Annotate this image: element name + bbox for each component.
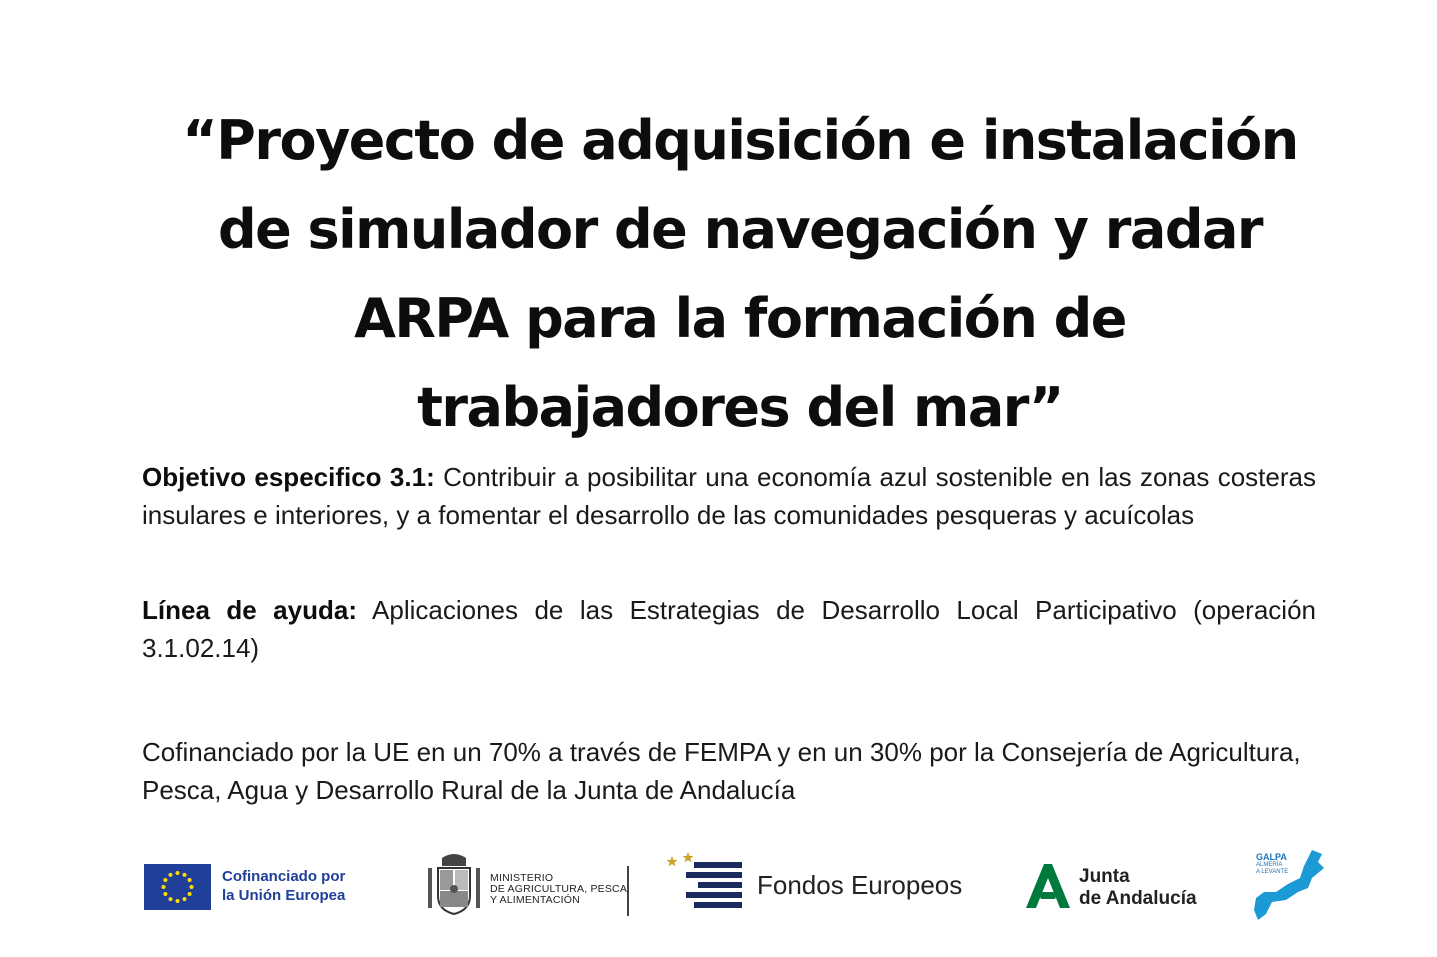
- fondos-europeos-logo: [664, 852, 964, 912]
- eu-logo-line-1: Cofinanciado por: [222, 868, 346, 885]
- coat-of-arms-icon: [424, 852, 484, 922]
- ministerio-line-1: MINISTERIO: [490, 872, 554, 884]
- logo-strip: [0, 840, 1437, 930]
- ministerio-line-3: Y ALIMENTACIÓN: [490, 894, 580, 906]
- fondos-europeos-mark-icon: [664, 852, 749, 916]
- objetivo-paragraph: [142, 458, 1316, 534]
- ministerio-divider: [627, 866, 629, 916]
- ministerio-logo: [420, 848, 635, 920]
- galpa-title: GALPA: [1256, 852, 1287, 862]
- junta-a-icon: [1024, 862, 1072, 914]
- eu-flag-icon: [144, 864, 211, 910]
- title-line-3: ARPA para la formación de: [354, 287, 1126, 350]
- page-title: [130, 96, 1350, 452]
- ministerio-line-2: DE AGRICULTURA, PESCA: [490, 883, 628, 895]
- junta-andalucia-logo: [1024, 860, 1204, 915]
- title-line-2: de simulador de navegación y radar: [217, 198, 1263, 261]
- galpa-logo: [1252, 848, 1332, 923]
- junta-line-1: Junta: [1079, 866, 1130, 887]
- objetivo-text: Contribuir a posibilitar una economía azul sostenible en las zonas costeras insulares e interiores, y a fomentar el desarrollo de las comunidades pesqueras y acuícolas: [142, 462, 1316, 530]
- eu-logo-line-2: la Unión Europea: [222, 887, 346, 904]
- linea-label: Línea de ayuda:: [142, 595, 357, 625]
- eu-logo-text: [222, 867, 345, 905]
- title-line-1: “Proyecto de adquisición e instalación: [182, 109, 1298, 172]
- galpa-subtitle: [1256, 862, 1288, 876]
- galpa-line-3: A LEVANTE: [1256, 869, 1289, 875]
- junta-line-2: de Andalucía: [1079, 888, 1197, 909]
- junta-andalucia-text: [1079, 866, 1197, 910]
- linea-text: Aplicaciones de las Estrategias de Desarrollo Local Participativo (operación 3.1.02.14): [142, 595, 1316, 663]
- objetivo-label: Objetivo especifico 3.1:: [142, 462, 435, 492]
- ministerio-text: [490, 873, 627, 906]
- fondos-europeos-text: Fondos Europeos: [757, 870, 963, 900]
- eu-logo: [144, 864, 354, 910]
- linea-paragraph: [142, 591, 1316, 667]
- cofinanciado-paragraph: Cofinanciado por la UE en un 70% a través de FEMPA y en un 30% por la Consejería de Agricultura, Pesca, Agua y Desarrollo Rural de la Junta de Andalucía: [142, 737, 1301, 805]
- galpa-line-2: ALMERÍA: [1256, 862, 1283, 868]
- title-line-4: trabajadores del mar”: [417, 376, 1063, 439]
